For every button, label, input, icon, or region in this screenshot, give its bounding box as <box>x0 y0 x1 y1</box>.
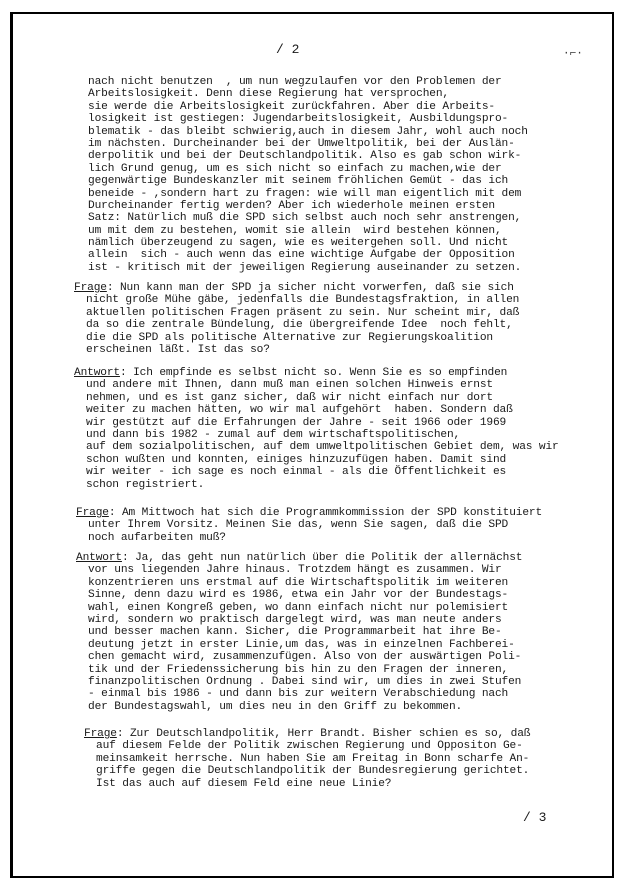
answer-block <box>74 367 559 491</box>
text-line: : Ja, das geht nun natürlich über die Politik der allernächst <box>121 552 523 564</box>
text-line: griffe gegen die Deutschlandpolitik der Bundesregierung gerichtet. <box>96 765 530 778</box>
qa-first-line <box>76 552 522 564</box>
text-line: nehmen, und es ist ganz sicher, daß wir nicht einfach nur dort <box>86 391 493 404</box>
text-line: auf dem sozialpolitischen, auf dem umweltpolitischen Gebiet dem, was wir <box>86 441 559 454</box>
text-line: : Am Mittwoch hat sich die Programmkommission der SPD konstituiert <box>108 507 543 519</box>
text-line: erscheinen läßt. Ist das so? <box>86 343 270 356</box>
text-line: wir weiter - ich sage es noch einmal - als die Öffentlichkeit es <box>86 466 507 479</box>
page-border-right <box>612 12 614 878</box>
text-line: nach nicht benutzen , um nun wegzulaufen vor den Problemen der <box>88 76 502 88</box>
text-line: ist - kritisch mit der jeweiligen Regierung auseinander zu setzen. <box>88 261 522 274</box>
answer-label: Antwort <box>76 552 122 564</box>
text-line: blematik - das bleibt schwierig,auch in diesem Jahr, wohl auch noch <box>88 125 528 138</box>
text-line: im nächsten. Durcheinander bei der Umweltpolitik, bei der Auslän- <box>88 137 515 150</box>
question-label: Frage <box>84 728 117 740</box>
text-line: und andere mit Ihnen, dann muß man einen solchen Hinweis ernst <box>86 379 493 392</box>
text-line: noch aufarbeiten muß? <box>88 531 226 544</box>
question-block <box>84 728 530 790</box>
page-number-bottom: / 3 <box>523 810 547 825</box>
qa-first-line <box>74 282 519 294</box>
text-line: unter Ihrem Vorsitz. Meinen Sie das, wenn Sie sagen, daß die SPD <box>88 519 509 532</box>
text-line: : Nun kann man der SPD ja sicher nicht vorwerfen, daß sie sich <box>106 282 514 294</box>
question-block <box>74 282 519 356</box>
qa-first-line <box>84 728 530 740</box>
text-line: wir gestützt auf die Erfahrungen der Jahre - seit 1966 oder 1969 <box>86 416 507 429</box>
qa-first-line <box>74 367 559 379</box>
text-line: beneide - ,sondern hart zu fragen: wie will man eigentlich mit dem <box>88 187 522 200</box>
qa-first-line <box>76 507 542 519</box>
text-line: wahl, einen Kongreß geben, wo dann einfach nicht nur polemisiert <box>88 601 509 614</box>
text-line: da so die zentrale Bündelung, die übergreifende Idee noch fehlt, <box>86 319 513 332</box>
text-line: - einmal bis 1986 - und dann bis zur weitern Verabschiedung nach <box>88 688 509 701</box>
text-line: chen gemacht wird, zusammenzufügen. Also von der auswärtigen Poli- <box>88 651 522 664</box>
text-line: finanzpolitischen Ordnung . Dabei sind wir, um dies in zwei Stufen <box>88 675 522 688</box>
answer-block <box>76 552 522 713</box>
text-line: Ist das auch auf diesem Feld eine neue Linie? <box>96 777 392 790</box>
text-line: : Ich empfinde es selbst nicht so. Wenn Sie es so empfinden <box>119 367 508 379</box>
text-line: der Bundestagswahl, um dies neu in den Griff zu bekommen. <box>88 700 463 713</box>
text-line: meinsamkeit herrsche. Nun haben Sie am Freitag in Bonn scharfe An- <box>96 752 530 765</box>
question-label: Frage <box>74 282 107 294</box>
page-border-bottom <box>10 876 614 878</box>
text-line: Sinne, denn dazu wird es 1986, etwa ein Jahr vor der Bundestags- <box>88 589 509 602</box>
page-border-top <box>10 12 612 14</box>
text-line: schon registriert. <box>86 478 205 491</box>
text-line: um mit dem zu bestehen, womit sie allein wird bestehen können, <box>88 224 502 237</box>
text-line: aktuellen politischen Fragen präsent zu sein. Nur scheint mir, daß <box>86 306 520 319</box>
text-line: lich Grund genug, um es sich nicht so einfach zu machen,wie der <box>88 162 502 175</box>
text-line: auf diesem Felde der Politik zwischen Regierung und Oppositon Ge- <box>96 740 523 753</box>
intro-paragraph <box>88 76 528 274</box>
text-line: deutung jetzt in erster Linie,um das, was in einzelnen Fachberei- <box>88 638 515 651</box>
page-number-top: / 2 <box>276 42 300 57</box>
text-line: gegenwärtige Bundeskanzler mit seinem fröhlichen Gemüt - das ich <box>88 175 509 188</box>
text-line: und besser machen kann. Sicher, die Programmarbeit hat ihre Be- <box>88 626 502 639</box>
text-line: und dann bis 1982 - zumal auf dem wirtschaftspolitischen, <box>86 428 461 441</box>
text-line: losigkeit ist gestiegen: Jugendarbeitslosigkeit, Ausbildungspro- <box>88 113 509 126</box>
text-line: Arbeitslosigkeit. Denn diese Regierung hat versprochen, <box>88 88 449 101</box>
answer-label: Antwort <box>74 367 120 379</box>
text-line: vor uns liegenden Jahre hinaus. Trotzdem hängt es zusammen. Wir <box>88 564 502 577</box>
text-line: allein sich - auch wenn das eine wichtige Aufgabe der Opposition <box>88 249 515 262</box>
text-line: nämlich überzeugend zu sagen, wie es weitergehen soll. Und nicht <box>88 237 509 250</box>
text-line: sie werde die Arbeitslosigkeit zurückfahren. Aber die Arbeits- <box>88 100 495 113</box>
question-block <box>76 507 542 544</box>
text-line: tik und der Friedenssicherung bis hin zu den Fragen der inneren, <box>88 663 509 676</box>
question-label: Frage <box>76 507 109 519</box>
text-line: weiter zu machen hätten, wo wir mal aufgehört haben. Sondern daß <box>86 404 513 417</box>
corner-scan-mark: ·⌐· <box>563 48 583 60</box>
text-line: Durcheinander fertig werden? Aber ich wiederhole meinen ersten <box>88 199 495 212</box>
text-line: die die SPD als politische Alternative zur Regierungskoalition <box>86 331 493 344</box>
text-line: nicht große Mühe gäbe, jedenfalls die Bundestagsfraktion, in allen <box>86 294 520 307</box>
text-line: schon wußten und konnten, einiges hinzuzufügen haben. Damit sind <box>86 453 507 466</box>
page-border-left <box>10 12 13 878</box>
text-line: wird, sondern wo praktisch dargelegt wird, was man neute anders <box>88 613 502 626</box>
text-line: : Zur Deutschlandpolitik, Herr Brandt. Bisher schien es so, daß <box>116 728 531 740</box>
text-line: Satz: Natürlich muß die SPD sich selbst auch noch sehr anstrengen, <box>88 212 522 225</box>
text-line: konzentrieren uns erstmal auf die Wirtschaftspolitik im weiteren <box>88 576 509 589</box>
text-line: derpolitik und bei der Deutschlandpolitik. Also es gab schon wirk- <box>88 150 522 163</box>
